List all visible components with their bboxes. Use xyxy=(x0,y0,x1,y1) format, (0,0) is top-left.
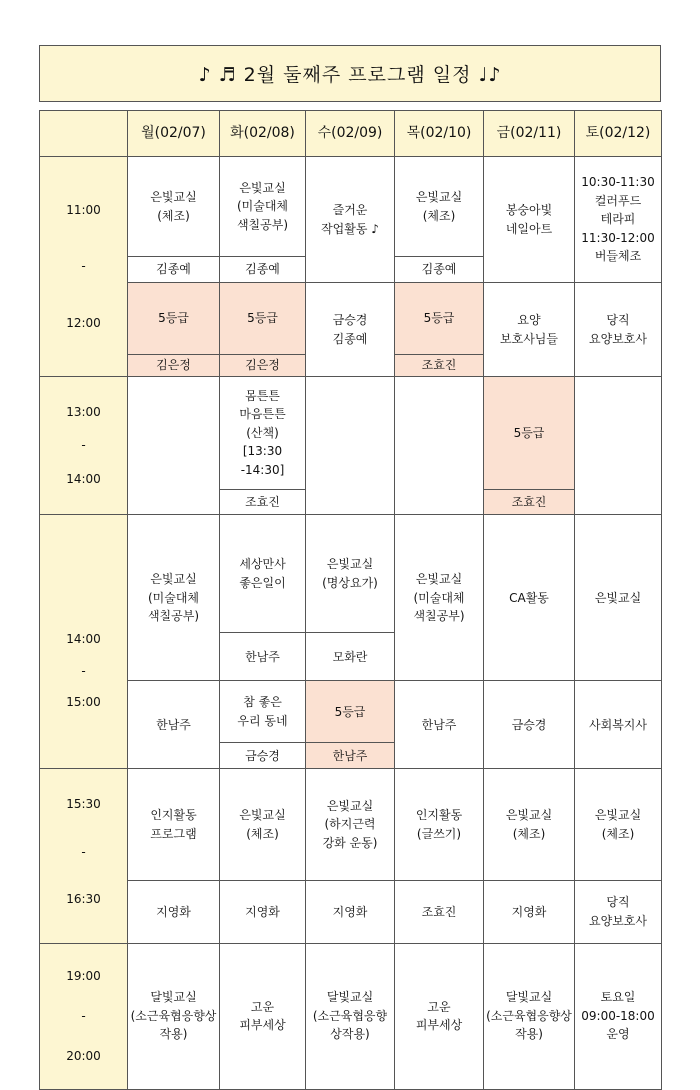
wed-program: 달빛교실 (소근육협응향 상작용) xyxy=(306,943,395,1089)
time-end: 20:00 xyxy=(66,1048,101,1063)
sat-program: 은빛교실 (체조) xyxy=(575,769,662,881)
time-slot-3 xyxy=(40,515,128,769)
schedule-table xyxy=(39,110,662,1090)
tue-instructor: 한남주 xyxy=(220,633,306,681)
time-dash: - xyxy=(81,259,86,274)
mon-program: 달빛교실 (소근육협응향상 작용) xyxy=(128,943,220,1089)
tue-program: 몸튼튼 마음튼튼 (산책) [13:30 -14:30] xyxy=(220,377,306,490)
fri-instructor: 금승경 xyxy=(484,681,575,769)
tue-program-2: 참 좋은 우리 동네 xyxy=(220,681,306,743)
time-start: 13:00 xyxy=(66,404,101,419)
thu-program: 고운 피부세상 xyxy=(395,943,484,1089)
header-thu: 목(02/10) xyxy=(395,111,484,157)
time-start: 19:00 xyxy=(66,969,101,984)
time-start: 11:00 xyxy=(66,202,101,217)
sat-instructor: 당직 요양보호사 xyxy=(575,283,662,377)
mon-instructor: 지영화 xyxy=(128,881,220,943)
wed-program: 즐거운 작업활동 ♪ xyxy=(306,157,395,283)
thu-program: 은빛교실 (체조) xyxy=(395,157,484,257)
sat-program: 은빛교실 xyxy=(575,515,662,681)
time-end: 15:00 xyxy=(66,695,101,710)
mon-instructor: 한남주 xyxy=(128,681,220,769)
tue-instructor-2: 금승경 xyxy=(220,743,306,769)
header-sat: 토(02/12) xyxy=(575,111,662,157)
tue-program: 세상만사 좋은일이 xyxy=(220,515,306,633)
thu-instructor: 김종예 xyxy=(395,257,484,283)
header-wed: 수(02/09) xyxy=(306,111,395,157)
time-dash: - xyxy=(81,438,86,453)
mon-program: 인지활동 프로그램 xyxy=(128,769,220,881)
header-corner xyxy=(40,111,128,157)
fri-program: 달빛교실 (소근육협응향상 작용) xyxy=(484,943,575,1089)
fri-instructor: 지영화 xyxy=(484,881,575,943)
tue-instructor: 조효진 xyxy=(220,489,306,514)
wed-program: 은빛교실 (하지근력 강화 운동) xyxy=(306,769,395,881)
fri-program: 5등급 xyxy=(484,377,575,490)
thu-instructor: 한남주 xyxy=(395,681,484,769)
fri-program: 은빛교실 (체조) xyxy=(484,769,575,881)
thu-program: 인지활동 (글쓰기) xyxy=(395,769,484,881)
wed-empty xyxy=(306,377,395,515)
page-title: ♪ ♬ 2월 둘째주 프로그램 일정 ♩♪ xyxy=(39,45,661,102)
fri-instructor: 조효진 xyxy=(484,489,575,514)
wed-instructor-2: 한남주 xyxy=(306,743,395,769)
header-fri: 금(02/11) xyxy=(484,111,575,157)
time-end: 16:30 xyxy=(66,892,101,907)
sat-program: 토요일 09:00-18:00 운영 xyxy=(575,943,662,1089)
mon-grade-program: 5등급 xyxy=(128,283,220,355)
tue-grade-program: 5등급 xyxy=(220,283,306,355)
sat-empty xyxy=(575,377,662,515)
thu-instructor: 조효진 xyxy=(395,881,484,943)
fri-program: 봉숭아빛 네일아트 xyxy=(484,157,575,283)
time-dash: - xyxy=(81,844,86,859)
thu-grade-instructor: 조효진 xyxy=(395,355,484,377)
tue-instructor: 지영화 xyxy=(220,881,306,943)
header-tue: 화(02/08) xyxy=(220,111,306,157)
time-end: 14:00 xyxy=(66,472,101,487)
tue-grade-instructor: 김은정 xyxy=(220,355,306,377)
thu-program: 은빛교실 (미술대체 색칠공부) xyxy=(395,515,484,681)
wed-program-2: 5등급 xyxy=(306,681,395,743)
time-slot-1 xyxy=(40,157,128,377)
tue-instructor: 김종예 xyxy=(220,257,306,283)
fri-instructor: 요양 보호사님들 xyxy=(484,283,575,377)
time-end: 12:00 xyxy=(66,316,101,330)
time-start: 14:00 xyxy=(66,631,101,646)
wed-instructor: 지영화 xyxy=(306,881,395,943)
sat-program: 10:30-11:30 컬러푸드 테라피 11:30-12:00 버들체조 xyxy=(575,157,662,283)
tue-program: 고운 피부세상 xyxy=(220,943,306,1089)
time-dash: - xyxy=(81,1008,86,1023)
tue-program: 은빛교실 (체조) xyxy=(220,769,306,881)
thu-grade-program: 5등급 xyxy=(395,283,484,355)
time-slot-5 xyxy=(40,943,128,1089)
mon-instructor: 김종예 xyxy=(128,257,220,283)
tue-program: 은빛교실 (미술대체 색칠공부) xyxy=(220,157,306,257)
sat-instructor: 사회복지사 xyxy=(575,681,662,769)
time-slot-2 xyxy=(40,377,128,515)
mon-grade-instructor: 김은정 xyxy=(128,355,220,377)
thu-empty xyxy=(395,377,484,515)
wed-program: 은빛교실 (명상요가) xyxy=(306,515,395,633)
sat-instructor: 당직 요양보호사 xyxy=(575,881,662,943)
mon-program: 은빛교실 (체조) xyxy=(128,157,220,257)
header-mon: 월(02/07) xyxy=(128,111,220,157)
time-slot-4 xyxy=(40,769,128,943)
wed-instructor: 금승경 김종예 xyxy=(306,283,395,377)
mon-program: 은빛교실 (미술대체 색칠공부) xyxy=(128,515,220,681)
wed-instructor: 모화란 xyxy=(306,633,395,681)
time-start: 15:30 xyxy=(66,796,101,811)
fri-program: CA활동 xyxy=(484,515,575,681)
mon-empty xyxy=(128,377,220,515)
time-dash: - xyxy=(81,663,86,678)
